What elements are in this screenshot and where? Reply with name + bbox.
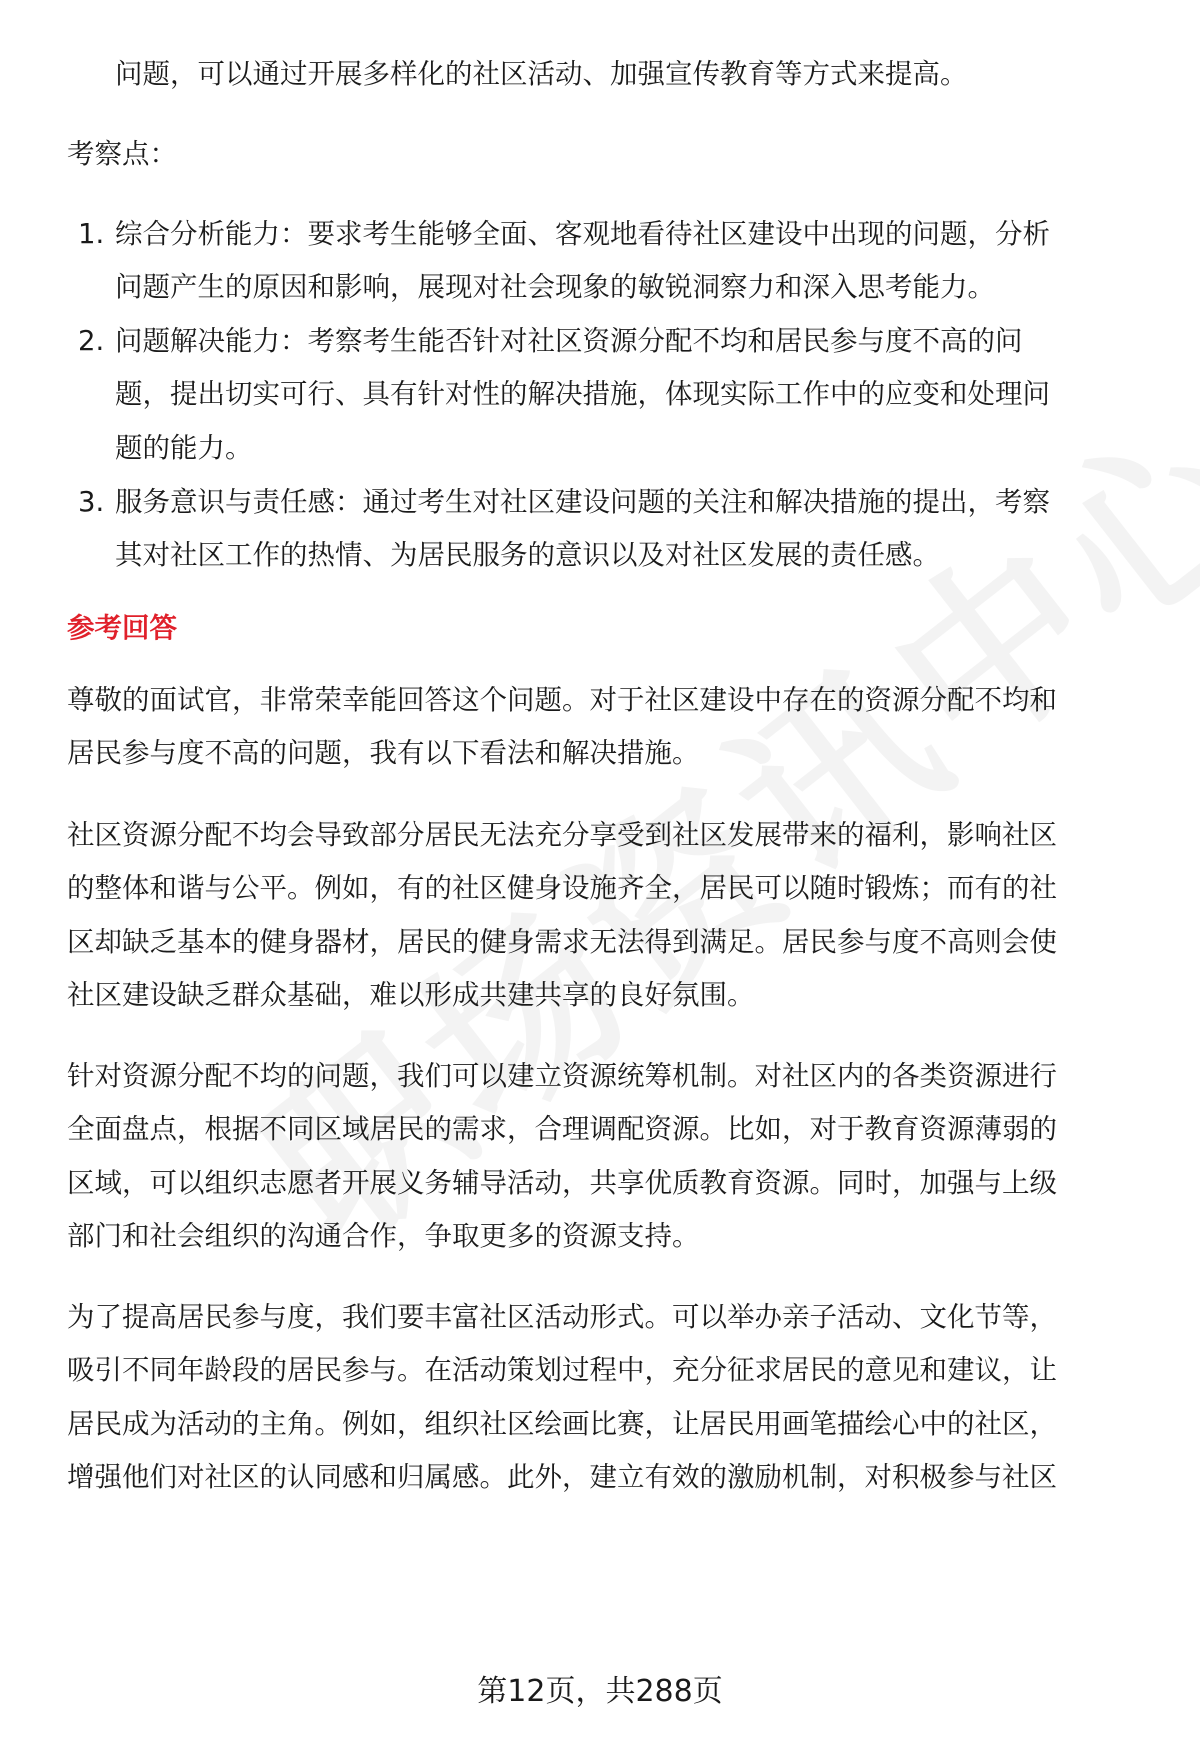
answer-heading: 参考回答 [67,612,177,644]
paragraph-line: 增强他们对社区的认同感和归属感。此外，建立有效的激励机制，对积极参与社区 [67,1461,1057,1493]
list-number: 1. [78,218,105,250]
paragraph-line: 为了提高居民参与度，我们要丰富社区活动形式。可以举办亲子活动、文化节等， [67,1301,1057,1333]
list-number: 3. [78,486,105,518]
points-heading: 考察点： [67,138,177,170]
paragraph-line: 区域，可以组织志愿者开展义务辅导活动，共享优质教育资源。同时，加强与上级 [67,1167,1057,1199]
list-item-line: 其对社区工作的热情、为居民服务的意识以及对社区发展的责任感。 [115,539,940,571]
paragraph-line: 部门和社会组织的沟通合作，争取更多的资源支持。 [67,1220,700,1252]
paragraph-line: 居民成为活动的主角。例如，组织社区绘画比赛，让居民用画笔描绘心中的社区， [67,1408,1057,1440]
paragraph-line: 居民参与度不高的问题，我有以下看法和解决措施。 [67,737,700,769]
paragraph-line: 尊敬的面试官，非常荣幸能回答这个问题。对于社区建设中存在的资源分配不均和 [67,684,1057,716]
paragraph-line: 吸引不同年龄段的居民参与。在活动策划过程中，充分征求居民的意见和建议，让 [67,1354,1057,1386]
paragraph-line: 的整体和谐与公平。例如，有的社区健身设施齐全，居民可以随时锻炼；而有的社 [67,872,1057,904]
list-item-line: 问题产生的原因和影响，展现对社会现象的敏锐洞察力和深入思考能力。 [115,271,995,303]
list-item-line: 服务意识与责任感：通过考生对社区建设问题的关注和解决措施的提出，考察 [115,486,1050,518]
paragraph-line: 社区建设缺乏群众基础，难以形成共建共享的良好氛围。 [67,979,755,1011]
list-item-line: 题的能力。 [115,432,253,464]
list-item-line: 题，提出切实可行、具有针对性的解决措施，体现实际工作中的应变和处理问 [115,378,1050,410]
page-footer: 第12页，共288页 [477,1674,723,1709]
paragraph-line: 针对资源分配不均的问题，我们可以建立资源统筹机制。对社区内的各类资源进行 [67,1060,1057,1092]
list-number: 2. [78,325,105,357]
paragraph-line: 社区资源分配不均会导致部分居民无法充分享受到社区发展带来的福利，影响社区 [67,819,1057,851]
intro-line: 问题，可以通过开展多样化的社区活动、加强宣传教育等方式来提高。 [115,58,968,90]
paragraph-line: 区却缺乏基本的健身器材，居民的健身需求无法得到满足。居民参与度不高则会使 [67,926,1057,958]
paragraph-line: 全面盘点，根据不同区域居民的需求，合理调配资源。比如，对于教育资源薄弱的 [67,1113,1057,1145]
list-item-line: 问题解决能力：考察考生能否针对社区资源分配不均和居民参与度不高的问 [115,325,1023,357]
list-item-line: 综合分析能力：要求考生能够全面、客观地看待社区建设中出现的问题，分析 [115,218,1050,250]
